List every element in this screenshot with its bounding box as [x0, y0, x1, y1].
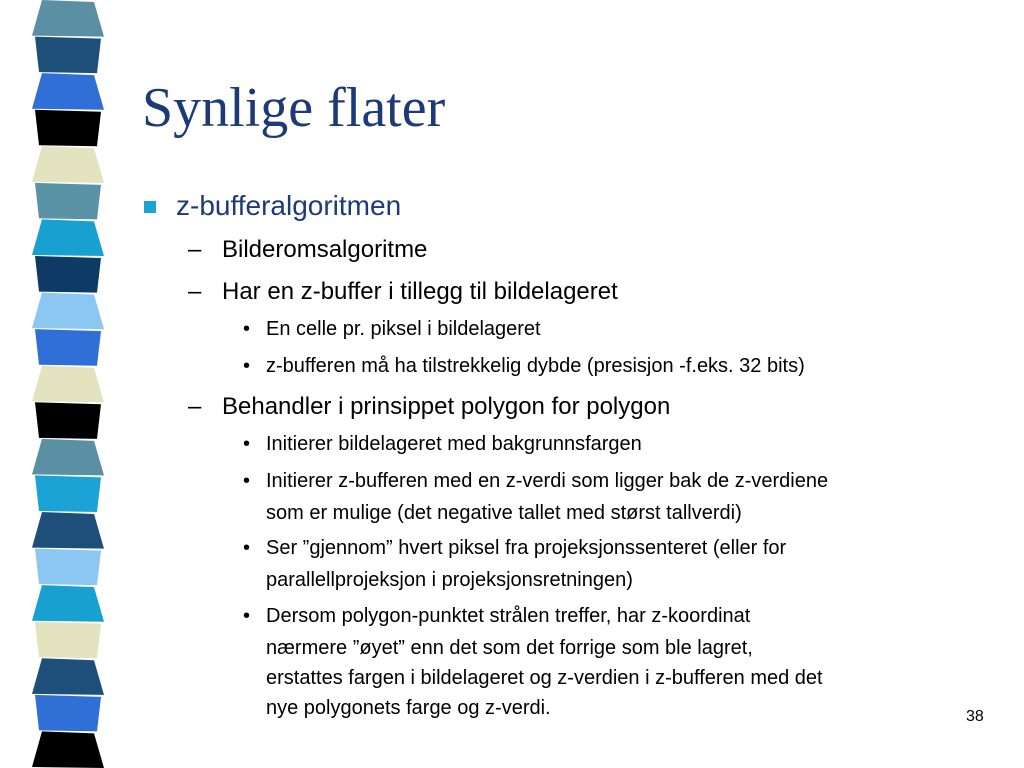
bullet-level1: z-bufferalgoritmen [176, 190, 402, 221]
dot-bullet-icon: • [243, 605, 251, 627]
stripe-block [35, 256, 101, 293]
dot-bullet-icon: • [243, 470, 251, 492]
bullet-level3: Initierer bildelageret med bakgrunnsfargen [266, 433, 642, 455]
stripe-block [32, 439, 104, 476]
decorative-stripe [0, 0, 110, 768]
bullet-level2: Bilderomsalgoritme [222, 236, 428, 263]
stripe-block [32, 219, 104, 256]
dash-bullet-icon: – [188, 393, 202, 420]
bullet-level3-continued: nye polygonets farge og z-verdi. [266, 697, 551, 719]
stripe-block [35, 329, 101, 366]
bullet-level3-continued: erstattes fargen i bildelageret og z-verdien i z-bufferen med det [266, 667, 823, 689]
stripe-block [32, 366, 104, 403]
bullet-level3: Initierer z-bufferen med en z-verdi som ligger bak de z-verdiene [266, 470, 829, 492]
stripe-block [35, 402, 101, 439]
bullet-level3: z-bufferen må ha tilstrekkelig dybde (presisjon -f.eks. 32 bits) [266, 355, 805, 377]
page-number: 38 [966, 708, 984, 725]
stripe-block [35, 475, 101, 512]
bullet-level2: Har en z-buffer i tillegg til bildelageret [222, 278, 618, 305]
stripe-block [35, 695, 101, 732]
stripe-block [32, 512, 104, 549]
stripe-block [32, 0, 104, 37]
bullet-level3-continued: nærmere ”øyet” enn det som det forrige som ble lagret, [266, 637, 753, 659]
bullet-level3-continued: som er mulige (det negative tallet med størst tallverdi) [266, 502, 742, 524]
bullet-level3: Dersom polygon-punktet strålen treffer, har z-koordinat [266, 605, 751, 627]
dot-bullet-icon: • [243, 355, 251, 377]
square-bullet-icon [144, 201, 156, 213]
dot-bullet-icon: • [243, 433, 251, 455]
stripe-block [32, 293, 104, 330]
bullet-level3-continued: parallellprojeksjon i projeksjonsretningen) [266, 569, 633, 591]
slide-title: Synlige flater [142, 77, 446, 139]
stripe-block [32, 146, 104, 183]
dot-bullet-icon: • [243, 537, 251, 559]
bullet-level3: En celle pr. piksel i bildelageret [266, 318, 541, 340]
stripe-block [32, 73, 104, 110]
stripe-block [35, 183, 101, 220]
dash-bullet-icon: – [188, 236, 202, 263]
dot-bullet-icon: • [243, 318, 251, 340]
stripe-block [32, 658, 104, 695]
stripe-block [32, 731, 104, 768]
dash-bullet-icon: – [188, 278, 202, 305]
bullet-level3: Ser ”gjennom” hvert piksel fra projeksjonssenteret (eller for [266, 537, 787, 559]
bullet-level2: Behandler i prinsippet polygon for polygon [222, 393, 671, 420]
stripe-block [32, 585, 104, 622]
stripe-block [35, 110, 101, 147]
stripe-block [35, 622, 101, 659]
stripe-block [35, 37, 101, 74]
stripe-block [35, 549, 101, 586]
